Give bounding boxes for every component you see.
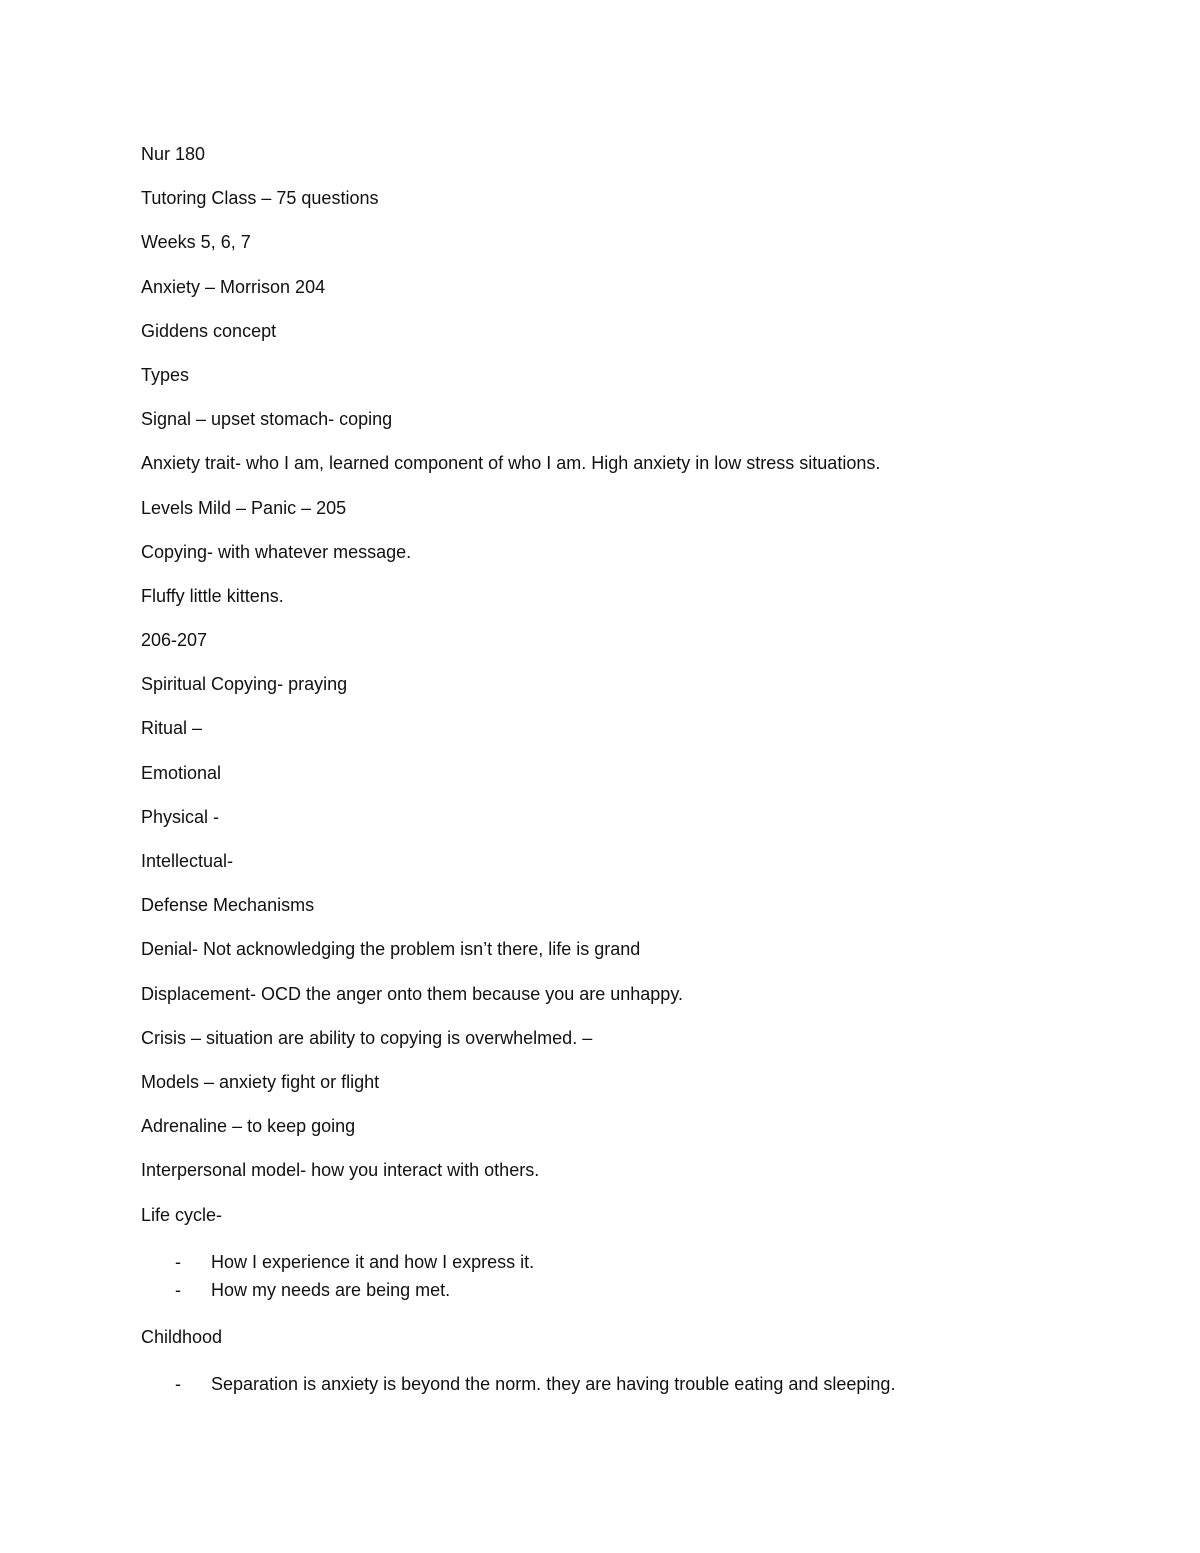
text-line: Anxiety – Morrison 204 bbox=[141, 276, 326, 297]
text-line: Ritual – bbox=[141, 718, 203, 739]
text-line: Types bbox=[141, 364, 190, 385]
text-line: Anxiety trait- who I am, learned component of who I am. High anxiety in low stress situations. bbox=[141, 453, 881, 474]
text-line: Signal – upset stomach- coping bbox=[141, 409, 393, 430]
text-line: 206-207 bbox=[141, 630, 208, 651]
list-item bbox=[141, 1370, 1121, 1398]
list-item-text: How my needs are being met. bbox=[211, 1279, 451, 1300]
childhood-list bbox=[141, 1370, 1121, 1398]
childhood-heading: Childhood bbox=[141, 1326, 223, 1347]
text-line: Interpersonal model- how you interact with others. bbox=[141, 1160, 540, 1181]
text-line: Fluffy little kittens. bbox=[141, 585, 284, 606]
text-line: Giddens concept bbox=[141, 320, 277, 341]
list-item bbox=[141, 1276, 1121, 1304]
list-item-text: Separation is anxiety is beyond the norm. they are having trouble eating and sleeping. bbox=[211, 1373, 896, 1394]
text-line: Physical - bbox=[141, 806, 220, 827]
life-cycle-list bbox=[141, 1248, 1121, 1304]
text-line: Denial- Not acknowledging the problem isn’t there, life is grand bbox=[141, 939, 641, 960]
text-line: Spiritual Copying- praying bbox=[141, 674, 348, 695]
text-line: Weeks 5, 6, 7 bbox=[141, 232, 251, 253]
text-line: Adrenaline – to keep going bbox=[141, 1116, 356, 1137]
text-line: Emotional bbox=[141, 762, 222, 783]
text-line: Defense Mechanisms bbox=[141, 895, 315, 916]
text-line: Copying- with whatever message. bbox=[141, 541, 412, 562]
dash-bullet-icon: - bbox=[175, 1279, 181, 1300]
course-title: Nur 180 bbox=[141, 144, 206, 164]
dash-bullet-icon: - bbox=[175, 1373, 181, 1394]
dash-bullet-icon: - bbox=[175, 1251, 181, 1272]
text-line: Levels Mild – Panic – 205 bbox=[141, 497, 347, 518]
document-body bbox=[141, 143, 1121, 1420]
list-item bbox=[141, 1248, 1121, 1276]
text-line: Displacement- OCD the anger onto them because you are unhappy. bbox=[141, 983, 683, 1004]
text-line: Intellectual- bbox=[141, 851, 234, 871]
text-line: Life cycle- bbox=[141, 1204, 223, 1225]
list-item-text: How I experience it and how I express it. bbox=[211, 1251, 535, 1272]
text-line: Tutoring Class – 75 questions bbox=[141, 188, 379, 209]
text-line: Crisis – situation are ability to copying is overwhelmed. – bbox=[141, 1027, 593, 1048]
text-line: Models – anxiety fight or flight bbox=[141, 1071, 380, 1092]
